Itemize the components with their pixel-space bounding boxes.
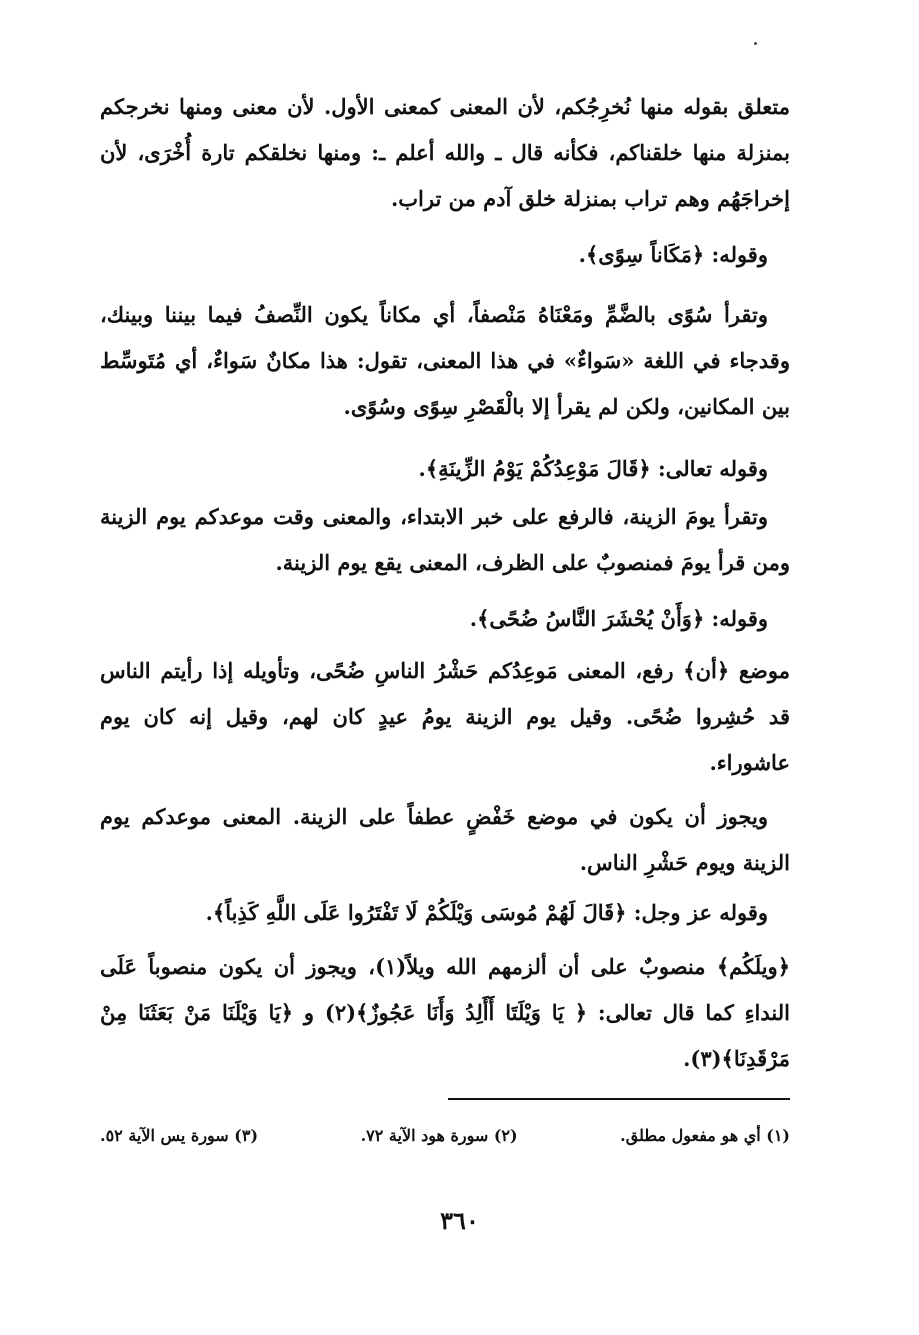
paragraph-6 (100, 596, 790, 642)
paragraph-text: وقوله: ﴿مَكَاناً سِوًى﴾. (578, 242, 768, 267)
paragraph-text: وتقرأ يومَ الزينة، فالرفع على خبر الابتداء، والمعنى وقت موعدكم يوم الزينة ومن قرأ يومَ فمنصوبٌ على الظرف، المعنى يقع يوم الزينة. (100, 504, 790, 575)
footnote-3: (٣) سورة يس الآية ٥٢. (100, 1126, 259, 1145)
paragraph-4 (100, 446, 790, 492)
scan-speck (754, 42, 757, 45)
footnotes (100, 1126, 790, 1145)
paragraph-2 (100, 232, 790, 278)
paragraph-text: وقوله: ﴿وَأَنْ يُحْشَرَ النَّاسُ ضُحًى﴾. (469, 606, 768, 631)
paragraph-text: ويجوز أن يكون في موضع خَفْضٍ عطفاً على الزينة. المعنى موعدكم يوم الزينة ويوم حَشْرِ الناس. (100, 804, 790, 875)
paragraph-8 (100, 794, 790, 886)
paragraph-7 (100, 648, 790, 786)
paragraph-3 (100, 292, 790, 430)
paragraph-text: موضع ﴿أن﴾ رفع، المعنى مَوعِدُكم حَشْرُ الناسِ ضُحًى، وتأويله إذا رأيتم الناس قد حُشِروا ضُحًى. وقيل يوم الزينة يومُ عيدٍ كان لهم، وقيل إنه كان يوم عاشوراء. (100, 658, 790, 775)
footnote-1: (١) أي هو مفعول مطلق. (620, 1126, 790, 1145)
paragraph-text: وتقرأ سُوًى بالضَّمِّ ومَعْنَاهُ مَنْصفاً، أي مكاناً يكون النِّصفُ فيما بيننا وبينك، وقدجاء في اللغة «سَواءٌ» في هذا المعنى، تقول: هذا مكانٌ سَواءٌ، أي مُتَوسِّط بين المكانين، ولكن لم يقرأ إلا بالْقَصْرِ سِوًى وسُوًى. (100, 302, 790, 419)
paragraph-text: وقوله عز وجل: ﴿قَالَ لَهُمْ مُوسَى وَيْلَكُمْ لَا تَفْتَرُوا عَلَى اللَّهِ كَذِباً﴾. (205, 900, 768, 925)
page-number: ٣٦٠ (440, 1206, 479, 1235)
footnote-divider (448, 1098, 790, 1100)
paragraph-text: متعلق بقوله منها نُخرِجُكم، لأن المعنى كمعنى الأول. لأن معنى ومنها نخرجكم بمنزلة منها خلقناكم، فكأنه قال ـ والله أعلم ـ: ومنها نخلقكم تارة أُخْرَى، لأن إخراجَهُم وهم تراب بمنزلة خلق آدم من تراب. (100, 94, 790, 211)
footnote-2: (٢) سورة هود الآية ٧٢. (360, 1126, 518, 1145)
paragraph-1 (100, 84, 790, 222)
paragraph-text: ﴿ويلَكُم﴾ منصوبٌ على أن ألزمهم الله ويلاً(١)، ويجوز أن يكون منصوباً عَلَى النداءِ كما قال تعالى: ﴿ يَا وَيْلَتَا أَأَلِدُ وَأَنَا عَجُوزٌ﴾(٢) و ﴿يَا وَيْلَنَا مَنْ بَعَثَنَا مِنْ مَرْقَدِنَا﴾(٣). (100, 954, 790, 1071)
paragraph-9 (100, 890, 790, 936)
paragraph-text: وقوله تعالى: ﴿قَالَ مَوْعِدُكُمْ يَوْمُ الزِّينَةِ﴾. (418, 456, 768, 481)
paragraph-10 (100, 944, 790, 1082)
paragraph-5 (100, 494, 790, 586)
